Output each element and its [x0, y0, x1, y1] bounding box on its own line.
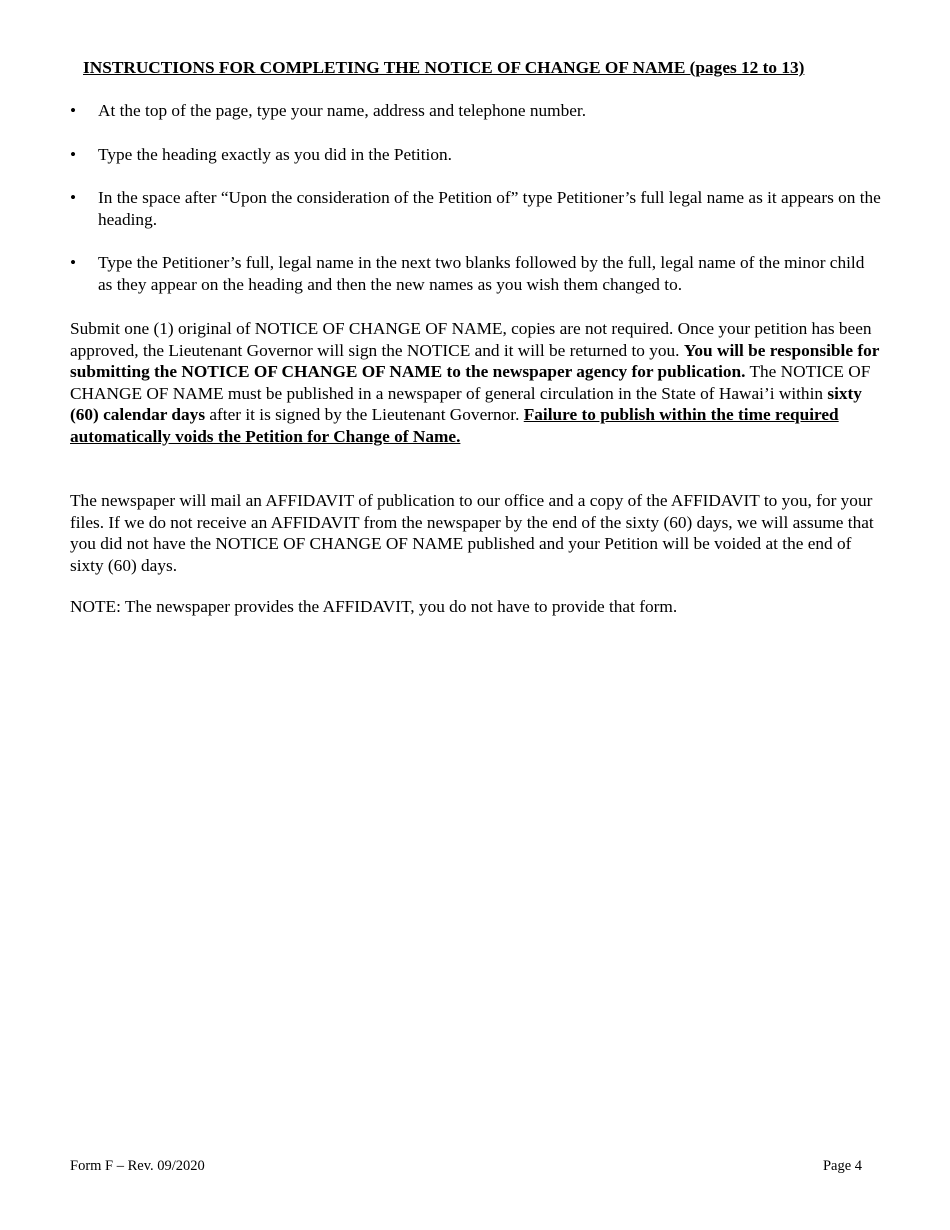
list-item-text: At the top of the page, type your name, address and telephone number.	[98, 101, 587, 120]
note-paragraph: NOTE: The newspaper provides the AFFIDAVIT, you do not have to provide that form.	[70, 597, 678, 616]
affidavit-paragraph: The newspaper will mail an AFFIDAVIT of publication to our office and a copy of the AFFIDAVIT to you, for your files. If we do not receive an AFFIDAVIT from the newspaper by the end of the sixty (60) days, we will assume that you did not have the NOTICE OF CHANGE OF NAME published and your Petition will be voided at the end of sixty (60) days.	[70, 491, 874, 575]
list-item-text: Type the Petitioner’s full, legal name in the next two blanks followed by the full, legal name of the minor child as they appear on the heading and then the new names as you wish them changed to.	[98, 253, 865, 294]
paragraph-text: after it is signed by the Lieutenant Governor.	[205, 405, 524, 424]
list-item	[70, 144, 882, 166]
submission-paragraph	[70, 318, 882, 447]
page-number: Page 4	[822, 1158, 862, 1174]
list-item-text: Type the heading exactly as you did in the Petition.	[98, 144, 452, 164]
paragraph-text: The NOTICE OF CHANGE OF NAME must be published in a newspaper of general circulation in the State of Hawai’i within	[70, 362, 871, 403]
bullet-icon: •	[70, 188, 77, 207]
responsibility-notice: You will be responsible for submitting the NOTICE OF CHANGE OF NAME to the newspaper agency for publication.	[70, 340, 880, 381]
bullet-icon: •	[70, 144, 77, 164]
list-item-text: In the space after “Upon the consideration of the Petition of” type Petitioner’s full legal name as it appears on the heading.	[98, 188, 881, 229]
failure-warning: Failure to publish within the time required automatically voids the Petition for Change of Name.	[70, 405, 839, 446]
bullet-icon: •	[70, 253, 77, 272]
list-item	[70, 187, 882, 230]
list-item	[70, 252, 882, 295]
page-title: INSTRUCTIONS FOR COMPLETING THE NOTICE OF CHANGE OF NAME (pages 12 to 13)	[83, 58, 805, 77]
list-item	[70, 100, 882, 122]
instruction-list	[70, 100, 882, 317]
bullet-icon: •	[70, 101, 77, 120]
form-revision: Form F – Rev. 09/2020	[70, 1158, 205, 1174]
paragraph-text: Submit one (1) original of NOTICE OF CHANGE OF NAME, copies are not required. Once your petition has been approved, the Lieutenant Governor will sign the NOTICE and it will be returned to you.	[70, 319, 872, 360]
deadline-text: sixty (60) calendar days	[70, 383, 862, 424]
